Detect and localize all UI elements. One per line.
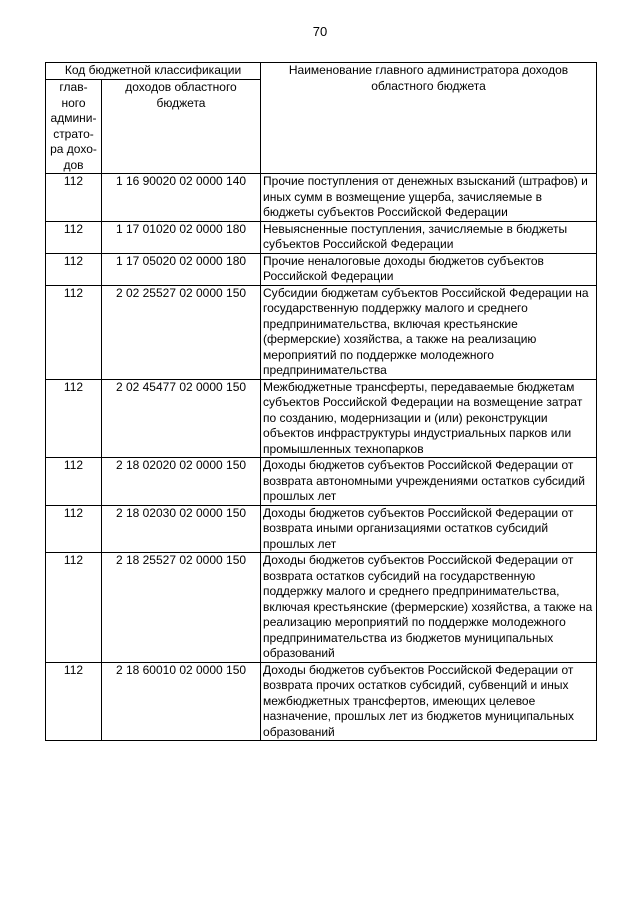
cell-admin-code: 112 [46, 458, 102, 506]
cell-budget-code: 2 18 02030 02 0000 150 [102, 505, 261, 553]
cell-admin-code: 112 [46, 379, 102, 458]
table-row [46, 662, 597, 741]
cell-admin-code: 112 [46, 253, 102, 285]
cell-budget-code: 2 18 02020 02 0000 150 [102, 458, 261, 506]
cell-income-name: Прочие неналоговые доходы бюджетов субъектов Российской Федерации [261, 253, 597, 285]
table-row [46, 505, 597, 553]
table-row [46, 379, 597, 458]
cell-income-name: Доходы бюджетов субъектов Российской Федерации от возврата иными организациями остатков субсидий прошлых лет [261, 505, 597, 553]
cell-income-name: Межбюджетные трансферты, передаваемые бюджетам субъектов Российской Федерации на возмещение затрат по созданию, модернизации и (или) реконструкции объектов инфраструктуры индустриальных парков или промышленных технопарков [261, 379, 597, 458]
cell-income-name: Прочие поступления от денежных взысканий (штрафов) и иных сумм в возмещение ущерба, зачисляемые в бюджеты субъектов Российской Федерации [261, 174, 597, 222]
cell-admin-code: 112 [46, 285, 102, 379]
cell-budget-code: 2 02 25527 02 0000 150 [102, 285, 261, 379]
cell-budget-code: 2 18 60010 02 0000 150 [102, 662, 261, 741]
header-administrator-name: Наименование главного администратора доходов областного бюджета [261, 63, 597, 174]
table-row [46, 553, 597, 663]
budget-classification-table [45, 62, 597, 741]
table-row [46, 174, 597, 222]
header-chief-administrator: глав-ного админи-страто-ра дохо-дов [46, 80, 102, 174]
cell-budget-code: 1 17 05020 02 0000 180 [102, 253, 261, 285]
cell-admin-code: 112 [46, 662, 102, 741]
cell-admin-code: 112 [46, 221, 102, 253]
table-row [46, 285, 597, 379]
cell-income-name: Доходы бюджетов субъектов Российской Федерации от возврата автономными учреждениями остатков субсидий прошлых лет [261, 458, 597, 506]
table-row [46, 458, 597, 506]
header-budget-classification-code: Код бюджетной классификации [46, 63, 261, 80]
table-row [46, 253, 597, 285]
cell-admin-code: 112 [46, 174, 102, 222]
cell-budget-code: 2 18 25527 02 0000 150 [102, 553, 261, 663]
table-row [46, 221, 597, 253]
header-regional-budget-income: доходов областного бюджета [102, 80, 261, 174]
cell-budget-code: 1 16 90020 02 0000 140 [102, 174, 261, 222]
cell-income-name: Невыясненные поступления, зачисляемые в бюджеты субъектов Российской Федерации [261, 221, 597, 253]
cell-admin-code: 112 [46, 505, 102, 553]
cell-budget-code: 2 02 45477 02 0000 150 [102, 379, 261, 458]
page-number: 70 [312, 24, 328, 39]
cell-income-name: Доходы бюджетов субъектов Российской Федерации от возврата остатков субсидий на государственную поддержку малого и среднего предпринимательства, включая крестьянские (фермерские) хозяйства, а также на реализацию мероприятий по поддержке молодежного предпринимательства из бюджетов муниципальных образований [261, 553, 597, 663]
table-header-row-group [46, 63, 597, 80]
cell-admin-code: 112 [46, 553, 102, 663]
cell-budget-code: 1 17 01020 02 0000 180 [102, 221, 261, 253]
cell-income-name: Субсидии бюджетам субъектов Российской Федерации на государственную поддержку малого и среднего предпринимательства, включая крестьянские (фермерские) хозяйства, а также на реализацию мероприятий по поддержке молодежного предпринимательства [261, 285, 597, 379]
cell-income-name: Доходы бюджетов субъектов Российской Федерации от возврата прочих остатков субсидий, субвенций и иных межбюджетных трансфертов, имеющих целевое назначение, прошлых лет из бюджетов муниципальных образований [261, 662, 597, 741]
